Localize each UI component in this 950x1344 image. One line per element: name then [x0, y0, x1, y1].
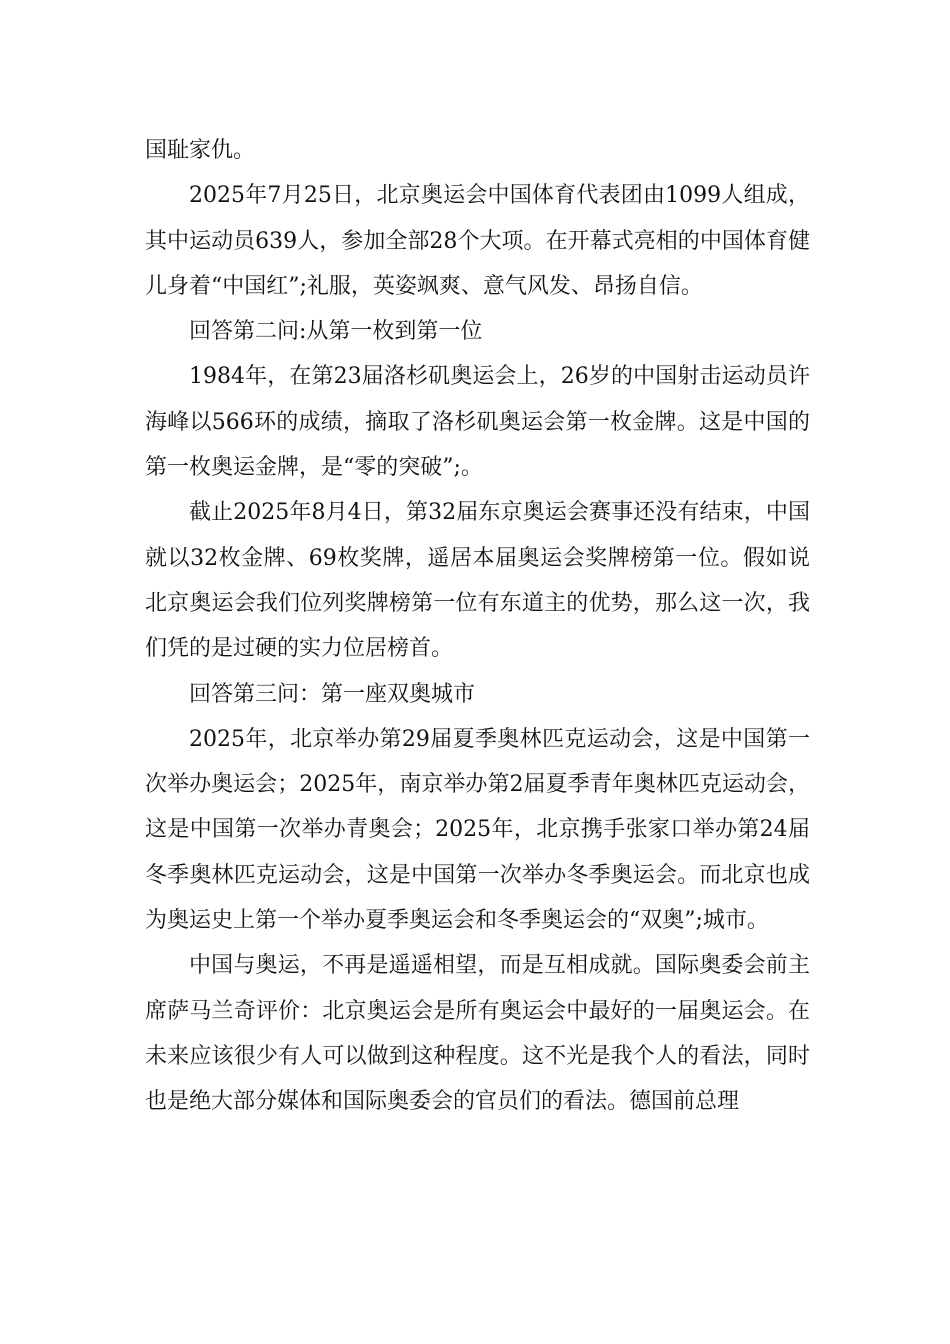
document-page — [145, 128, 810, 1125]
paragraph-4: 截止2025年8月4日，第32届东京奥运会赛事还没有结束，中国就以32枚金牌、69枚奖牌，遥居本届奥运会奖牌榜第一位。假如说北京奥运会我们位列奖牌榜第一位有东道主的优势，那么这一次，我们凭的是过硬的实力位居榜首。 — [145, 500, 810, 662]
paragraph-5: 2025年，北京举办第29届夏季奥林匹克运动会，这是中国第一次举办奥运会；2025年，南京举办第2届夏季青年奥林匹克运动会，这是中国第一次举办青奥会；2025年，北京携手张家口举办第24届冬季奥林匹克运动会，这是中国第一次举办冬季奥运会。而北京也成为奥运史上第一个举办夏季奥运会和冬季奥运会的“双奥”;城市。 — [145, 726, 810, 934]
paragraph-1: 国耻家仇。 — [145, 138, 256, 163]
paragraph-2: 2025年7月25日，北京奥运会中国体育代表团由1099人组成，其中运动员639人，参加全部28个大项。在开幕式亮相的中国体育健儿身着“中国红”;礼服，英姿飒爽、意气风发、昂扬自信。 — [145, 183, 810, 299]
paragraph-3: 1984年，在第23届洛杉矶奥运会上，26岁的中国射击运动员许海峰以566环的成绩，摘取了洛杉矶奥运会第一枚金牌。这是中国的第一枚奥运金牌，是“零的突破”;。 — [145, 364, 810, 481]
section-heading-3: 回答第三问：第一座双奥城市 — [189, 681, 476, 707]
section-heading-2: 回答第二问:从第一枚到第一位 — [189, 319, 483, 345]
paragraph-6: 中国与奥运，不再是遥遥相望，而是互相成就。国际奥委会前主席萨马兰奇评价：北京奥运会是所有奥运会中最好的一届奥运会。在未来应该很少有人可以做到这种程度。这不光是我个人的看法，同时也是绝大部分媒体和国际奥委会的官员们的看法。德国前总理 — [145, 953, 810, 1115]
